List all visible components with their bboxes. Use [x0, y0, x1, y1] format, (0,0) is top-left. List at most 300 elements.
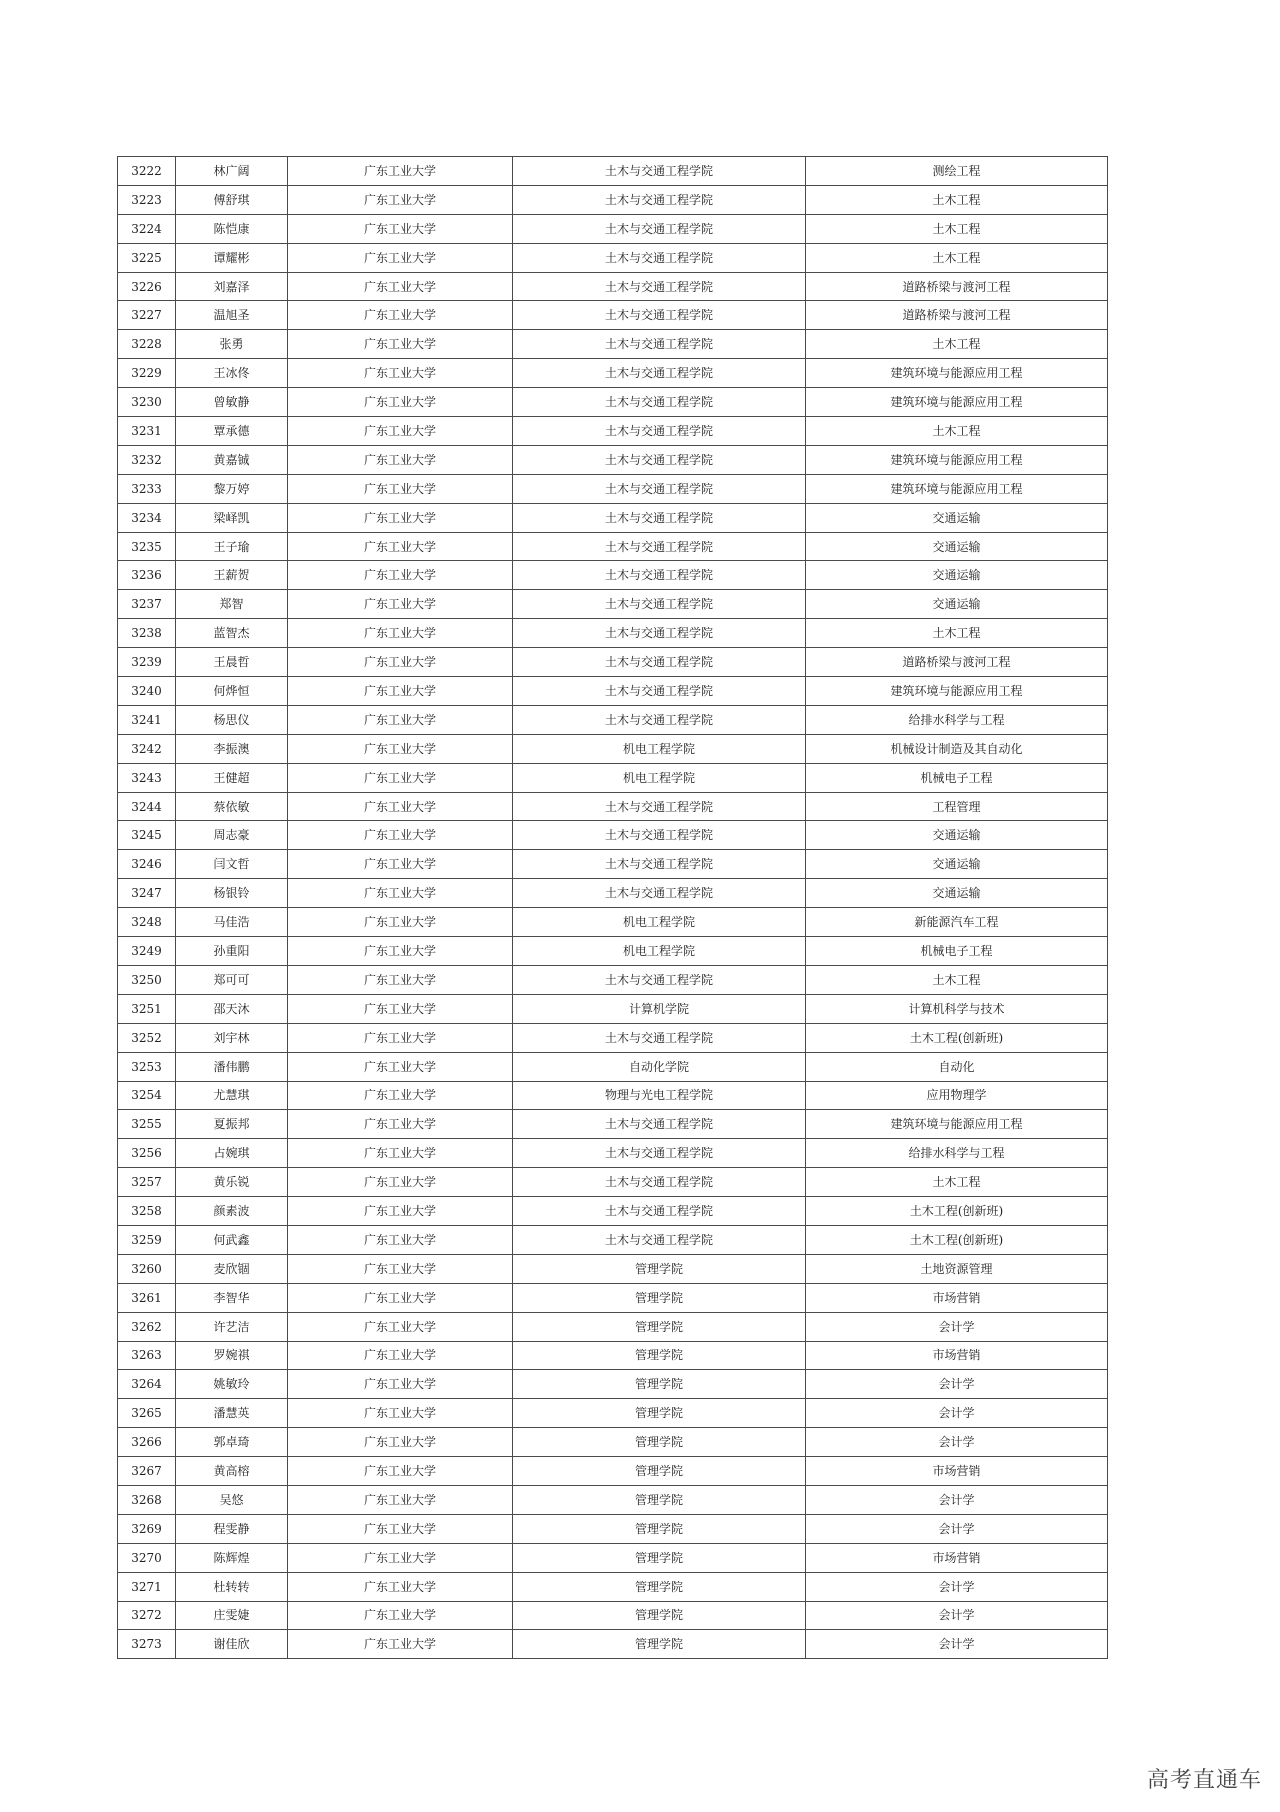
- school-cell: 管理学院: [513, 1457, 806, 1486]
- table-row: [118, 1370, 1108, 1399]
- student-name-cell: 杨思仪: [176, 705, 288, 734]
- row-number-cell: 3256: [118, 1139, 176, 1168]
- major-cell: 道路桥梁与渡河工程: [806, 301, 1108, 330]
- student-name-cell: 覃承德: [176, 417, 288, 446]
- major-cell: 交通运输: [806, 879, 1108, 908]
- student-name-cell: 孙重阳: [176, 937, 288, 966]
- row-number-cell: 3252: [118, 1023, 176, 1052]
- major-cell: 土木工程: [806, 185, 1108, 214]
- university-cell: 广东工业大学: [288, 214, 513, 243]
- table-row: [118, 590, 1108, 619]
- school-cell: 土木与交通工程学院: [513, 619, 806, 648]
- school-cell: 机电工程学院: [513, 763, 806, 792]
- university-cell: 广东工业大学: [288, 157, 513, 186]
- school-cell: 土木与交通工程学院: [513, 388, 806, 417]
- school-cell: 土木与交通工程学院: [513, 157, 806, 186]
- university-cell: 广东工业大学: [288, 301, 513, 330]
- school-cell: 土木与交通工程学院: [513, 532, 806, 561]
- student-name-cell: 王薪贺: [176, 561, 288, 590]
- major-cell: 计算机科学与技术: [806, 994, 1108, 1023]
- row-number-cell: 3241: [118, 705, 176, 734]
- school-cell: 机电工程学院: [513, 734, 806, 763]
- student-name-cell: 麦欣锢: [176, 1254, 288, 1283]
- row-number-cell: 3259: [118, 1225, 176, 1254]
- university-cell: 广东工业大学: [288, 474, 513, 503]
- student-name-cell: 郭卓琦: [176, 1428, 288, 1457]
- table-row: [118, 1543, 1108, 1572]
- school-cell: 管理学院: [513, 1543, 806, 1572]
- university-cell: 广东工业大学: [288, 359, 513, 388]
- major-cell: 土木工程(创新班): [806, 1023, 1108, 1052]
- major-cell: 市场营销: [806, 1341, 1108, 1370]
- school-cell: 管理学院: [513, 1254, 806, 1283]
- student-name-cell: 刘嘉泽: [176, 272, 288, 301]
- school-cell: 管理学院: [513, 1630, 806, 1659]
- student-name-cell: 颜素波: [176, 1197, 288, 1226]
- row-number-cell: 3242: [118, 734, 176, 763]
- row-number-cell: 3231: [118, 417, 176, 446]
- university-cell: 广东工业大学: [288, 503, 513, 532]
- table-row: [118, 763, 1108, 792]
- table-row: [118, 908, 1108, 937]
- table-row: [118, 1399, 1108, 1428]
- school-cell: 土木与交通工程学院: [513, 705, 806, 734]
- row-number-cell: 3237: [118, 590, 176, 619]
- school-cell: 土木与交通工程学院: [513, 879, 806, 908]
- school-cell: 土木与交通工程学院: [513, 330, 806, 359]
- row-number-cell: 3262: [118, 1312, 176, 1341]
- major-cell: 交通运输: [806, 532, 1108, 561]
- student-name-cell: 闫文哲: [176, 850, 288, 879]
- major-cell: 会计学: [806, 1370, 1108, 1399]
- school-cell: 土木与交通工程学院: [513, 359, 806, 388]
- table-row: [118, 445, 1108, 474]
- table-row: [118, 1485, 1108, 1514]
- row-number-cell: 3263: [118, 1341, 176, 1370]
- school-cell: 管理学院: [513, 1312, 806, 1341]
- major-cell: 机械电子工程: [806, 937, 1108, 966]
- school-cell: 土木与交通工程学院: [513, 648, 806, 677]
- table-row: [118, 677, 1108, 706]
- university-cell: 广东工业大学: [288, 648, 513, 677]
- major-cell: 土地资源管理: [806, 1254, 1108, 1283]
- table-row: [118, 734, 1108, 763]
- table-row: [118, 965, 1108, 994]
- university-cell: 广东工业大学: [288, 677, 513, 706]
- student-name-cell: 谢佳欣: [176, 1630, 288, 1659]
- major-cell: 建筑环境与能源应用工程: [806, 1110, 1108, 1139]
- student-name-cell: 陈恺康: [176, 214, 288, 243]
- university-cell: 广东工业大学: [288, 1023, 513, 1052]
- university-cell: 广东工业大学: [288, 243, 513, 272]
- student-name-cell: 尤慧琪: [176, 1081, 288, 1110]
- school-cell: 土木与交通工程学院: [513, 1023, 806, 1052]
- university-cell: 广东工业大学: [288, 1110, 513, 1139]
- university-cell: 广东工业大学: [288, 1197, 513, 1226]
- row-number-cell: 3248: [118, 908, 176, 937]
- row-number-cell: 3235: [118, 532, 176, 561]
- university-cell: 广东工业大学: [288, 850, 513, 879]
- student-name-cell: 邵天沐: [176, 994, 288, 1023]
- major-cell: 土木工程: [806, 965, 1108, 994]
- school-cell: 土木与交通工程学院: [513, 792, 806, 821]
- table-row: [118, 705, 1108, 734]
- university-cell: 广东工业大学: [288, 1052, 513, 1081]
- university-cell: 广东工业大学: [288, 1514, 513, 1543]
- major-cell: 土木工程(创新班): [806, 1197, 1108, 1226]
- student-name-cell: 何武鑫: [176, 1225, 288, 1254]
- table-row: [118, 879, 1108, 908]
- table-row: [118, 994, 1108, 1023]
- major-cell: 会计学: [806, 1601, 1108, 1630]
- table-row: [118, 301, 1108, 330]
- university-cell: 广东工业大学: [288, 1630, 513, 1659]
- student-name-cell: 梁峄凯: [176, 503, 288, 532]
- table-row: [118, 850, 1108, 879]
- school-cell: 机电工程学院: [513, 937, 806, 966]
- major-cell: 交通运输: [806, 561, 1108, 590]
- university-cell: 广东工业大学: [288, 1283, 513, 1312]
- table-row: [118, 1139, 1108, 1168]
- school-cell: 物理与光电工程学院: [513, 1081, 806, 1110]
- student-name-cell: 夏振邦: [176, 1110, 288, 1139]
- row-number-cell: 3261: [118, 1283, 176, 1312]
- student-name-cell: 杜转转: [176, 1572, 288, 1601]
- student-name-cell: 蓝智杰: [176, 619, 288, 648]
- university-cell: 广东工业大学: [288, 1601, 513, 1630]
- university-cell: 广东工业大学: [288, 1543, 513, 1572]
- student-name-cell: 张勇: [176, 330, 288, 359]
- university-cell: 广东工业大学: [288, 1168, 513, 1197]
- major-cell: 建筑环境与能源应用工程: [806, 474, 1108, 503]
- major-cell: 新能源汽车工程: [806, 908, 1108, 937]
- table-row: [118, 1052, 1108, 1081]
- major-cell: 会计学: [806, 1572, 1108, 1601]
- row-number-cell: 3257: [118, 1168, 176, 1197]
- student-name-cell: 黎万婷: [176, 474, 288, 503]
- major-cell: 道路桥梁与渡河工程: [806, 648, 1108, 677]
- student-name-cell: 王冰佟: [176, 359, 288, 388]
- student-name-cell: 郑智: [176, 590, 288, 619]
- university-cell: 广东工业大学: [288, 1485, 513, 1514]
- table-row: [118, 937, 1108, 966]
- row-number-cell: 3234: [118, 503, 176, 532]
- school-cell: 土木与交通工程学院: [513, 243, 806, 272]
- table-row: [118, 474, 1108, 503]
- university-cell: 广东工业大学: [288, 1370, 513, 1399]
- major-cell: 土木工程: [806, 330, 1108, 359]
- student-name-cell: 傅舒琪: [176, 185, 288, 214]
- major-cell: 市场营销: [806, 1543, 1108, 1572]
- table-row: [118, 648, 1108, 677]
- school-cell: 管理学院: [513, 1601, 806, 1630]
- row-number-cell: 3226: [118, 272, 176, 301]
- row-number-cell: 3233: [118, 474, 176, 503]
- row-number-cell: 3222: [118, 157, 176, 186]
- university-cell: 广东工业大学: [288, 330, 513, 359]
- table-row: [118, 1514, 1108, 1543]
- school-cell: 土木与交通工程学院: [513, 474, 806, 503]
- table-row: [118, 1572, 1108, 1601]
- major-cell: 交通运输: [806, 503, 1108, 532]
- student-name-cell: 潘伟鹏: [176, 1052, 288, 1081]
- row-number-cell: 3267: [118, 1457, 176, 1486]
- university-cell: 广东工业大学: [288, 734, 513, 763]
- school-cell: 土木与交通工程学院: [513, 445, 806, 474]
- school-cell: 管理学院: [513, 1370, 806, 1399]
- university-cell: 广东工业大学: [288, 185, 513, 214]
- row-number-cell: 3230: [118, 388, 176, 417]
- student-name-cell: 潘慧英: [176, 1399, 288, 1428]
- table-row: [118, 1457, 1108, 1486]
- university-cell: 广东工业大学: [288, 1457, 513, 1486]
- major-cell: 给排水科学与工程: [806, 705, 1108, 734]
- major-cell: 道路桥梁与渡河工程: [806, 272, 1108, 301]
- student-name-cell: 黄乐锐: [176, 1168, 288, 1197]
- university-cell: 广东工业大学: [288, 994, 513, 1023]
- major-cell: 市场营销: [806, 1283, 1108, 1312]
- row-number-cell: 3273: [118, 1630, 176, 1659]
- major-cell: 会计学: [806, 1312, 1108, 1341]
- row-number-cell: 3232: [118, 445, 176, 474]
- table-row: [118, 1197, 1108, 1226]
- school-cell: 土木与交通工程学院: [513, 677, 806, 706]
- table-row: [118, 388, 1108, 417]
- school-cell: 自动化学院: [513, 1052, 806, 1081]
- table-row: [118, 1225, 1108, 1254]
- major-cell: 建筑环境与能源应用工程: [806, 677, 1108, 706]
- table-row: [118, 1601, 1108, 1630]
- student-name-cell: 李振澳: [176, 734, 288, 763]
- row-number-cell: 3236: [118, 561, 176, 590]
- table-row: [118, 1110, 1108, 1139]
- school-cell: 管理学院: [513, 1485, 806, 1514]
- student-name-cell: 李智华: [176, 1283, 288, 1312]
- student-name-cell: 程雯静: [176, 1514, 288, 1543]
- row-number-cell: 3258: [118, 1197, 176, 1226]
- university-cell: 广东工业大学: [288, 532, 513, 561]
- school-cell: 土木与交通工程学院: [513, 561, 806, 590]
- major-cell: 建筑环境与能源应用工程: [806, 359, 1108, 388]
- school-cell: 土木与交通工程学院: [513, 503, 806, 532]
- school-cell: 土木与交通工程学院: [513, 214, 806, 243]
- student-name-cell: 庄雯婕: [176, 1601, 288, 1630]
- university-cell: 广东工业大学: [288, 937, 513, 966]
- row-number-cell: 3255: [118, 1110, 176, 1139]
- row-number-cell: 3225: [118, 243, 176, 272]
- university-cell: 广东工业大学: [288, 1312, 513, 1341]
- student-name-cell: 何烨恒: [176, 677, 288, 706]
- student-name-cell: 马佳浩: [176, 908, 288, 937]
- table-row: [118, 417, 1108, 446]
- student-name-cell: 吴悠: [176, 1485, 288, 1514]
- row-number-cell: 3270: [118, 1543, 176, 1572]
- table-row: [118, 1341, 1108, 1370]
- table-row: [118, 792, 1108, 821]
- university-cell: 广东工业大学: [288, 1254, 513, 1283]
- table-row: [118, 1283, 1108, 1312]
- school-cell: 土木与交通工程学院: [513, 1225, 806, 1254]
- school-cell: 管理学院: [513, 1428, 806, 1457]
- major-cell: 交通运输: [806, 850, 1108, 879]
- admission-table: [117, 156, 1108, 1659]
- table-row: [118, 1168, 1108, 1197]
- table-row: [118, 1312, 1108, 1341]
- university-cell: 广东工业大学: [288, 908, 513, 937]
- table-row: [118, 821, 1108, 850]
- university-cell: 广东工业大学: [288, 1341, 513, 1370]
- row-number-cell: 3254: [118, 1081, 176, 1110]
- school-cell: 土木与交通工程学院: [513, 590, 806, 619]
- student-name-cell: 刘宇林: [176, 1023, 288, 1052]
- university-cell: 广东工业大学: [288, 1081, 513, 1110]
- major-cell: 会计学: [806, 1428, 1108, 1457]
- major-cell: 机械电子工程: [806, 763, 1108, 792]
- row-number-cell: 3239: [118, 648, 176, 677]
- major-cell: 建筑环境与能源应用工程: [806, 388, 1108, 417]
- row-number-cell: 3269: [118, 1514, 176, 1543]
- major-cell: 会计学: [806, 1630, 1108, 1659]
- table-row: [118, 359, 1108, 388]
- row-number-cell: 3246: [118, 850, 176, 879]
- row-number-cell: 3249: [118, 937, 176, 966]
- major-cell: 会计学: [806, 1514, 1108, 1543]
- school-cell: 土木与交通工程学院: [513, 272, 806, 301]
- table-row: [118, 1630, 1108, 1659]
- school-cell: 土木与交通工程学院: [513, 965, 806, 994]
- major-cell: 应用物理学: [806, 1081, 1108, 1110]
- student-name-cell: 陈辉煌: [176, 1543, 288, 1572]
- major-cell: 会计学: [806, 1485, 1108, 1514]
- row-number-cell: 3229: [118, 359, 176, 388]
- student-name-cell: 温旭圣: [176, 301, 288, 330]
- major-cell: 土木工程: [806, 619, 1108, 648]
- student-name-cell: 许艺洁: [176, 1312, 288, 1341]
- row-number-cell: 3224: [118, 214, 176, 243]
- university-cell: 广东工业大学: [288, 1399, 513, 1428]
- university-cell: 广东工业大学: [288, 417, 513, 446]
- student-name-cell: 姚敏玲: [176, 1370, 288, 1399]
- table-body: [118, 157, 1108, 1659]
- table-row: [118, 157, 1108, 186]
- university-cell: 广东工业大学: [288, 879, 513, 908]
- major-cell: 土木工程: [806, 214, 1108, 243]
- student-name-cell: 罗婉祺: [176, 1341, 288, 1370]
- major-cell: 机械设计制造及其自动化: [806, 734, 1108, 763]
- row-number-cell: 3247: [118, 879, 176, 908]
- student-name-cell: 王晨哲: [176, 648, 288, 677]
- row-number-cell: 3245: [118, 821, 176, 850]
- student-name-cell: 郑可可: [176, 965, 288, 994]
- school-cell: 管理学院: [513, 1399, 806, 1428]
- university-cell: 广东工业大学: [288, 1572, 513, 1601]
- major-cell: 土木工程(创新班): [806, 1225, 1108, 1254]
- table-row: [118, 561, 1108, 590]
- row-number-cell: 3238: [118, 619, 176, 648]
- student-name-cell: 曾敏静: [176, 388, 288, 417]
- university-cell: 广东工业大学: [288, 619, 513, 648]
- row-number-cell: 3223: [118, 185, 176, 214]
- major-cell: 土木工程: [806, 243, 1108, 272]
- row-number-cell: 3268: [118, 1485, 176, 1514]
- university-cell: 广东工业大学: [288, 792, 513, 821]
- major-cell: 土木工程: [806, 1168, 1108, 1197]
- major-cell: 交通运输: [806, 821, 1108, 850]
- table-row: [118, 272, 1108, 301]
- major-cell: 给排水科学与工程: [806, 1139, 1108, 1168]
- university-cell: 广东工业大学: [288, 590, 513, 619]
- major-cell: 测绘工程: [806, 157, 1108, 186]
- row-number-cell: 3260: [118, 1254, 176, 1283]
- table-row: [118, 532, 1108, 561]
- major-cell: 土木工程: [806, 417, 1108, 446]
- university-cell: 广东工业大学: [288, 1139, 513, 1168]
- row-number-cell: 3244: [118, 792, 176, 821]
- row-number-cell: 3271: [118, 1572, 176, 1601]
- student-name-cell: 黄嘉铖: [176, 445, 288, 474]
- school-cell: 土木与交通工程学院: [513, 301, 806, 330]
- university-cell: 广东工业大学: [288, 272, 513, 301]
- major-cell: 交通运输: [806, 590, 1108, 619]
- school-cell: 土木与交通工程学院: [513, 850, 806, 879]
- watermark-logo: 高考直通车: [1146, 1768, 1262, 1793]
- school-cell: 管理学院: [513, 1341, 806, 1370]
- university-cell: 广东工业大学: [288, 821, 513, 850]
- school-cell: 管理学院: [513, 1283, 806, 1312]
- row-number-cell: 3243: [118, 763, 176, 792]
- student-name-cell: 占婉琪: [176, 1139, 288, 1168]
- school-cell: 土木与交通工程学院: [513, 1110, 806, 1139]
- table-row: [118, 243, 1108, 272]
- row-number-cell: 3251: [118, 994, 176, 1023]
- school-cell: 管理学院: [513, 1514, 806, 1543]
- table-row: [118, 503, 1108, 532]
- school-cell: 土木与交通工程学院: [513, 821, 806, 850]
- table-row: [118, 1081, 1108, 1110]
- major-cell: 自动化: [806, 1052, 1108, 1081]
- university-cell: 广东工业大学: [288, 965, 513, 994]
- row-number-cell: 3250: [118, 965, 176, 994]
- school-cell: 土木与交通工程学院: [513, 1139, 806, 1168]
- student-name-cell: 蔡依敏: [176, 792, 288, 821]
- school-cell: 土木与交通工程学院: [513, 1197, 806, 1226]
- major-cell: 会计学: [806, 1399, 1108, 1428]
- major-cell: 建筑环境与能源应用工程: [806, 445, 1108, 474]
- table-row: [118, 1428, 1108, 1457]
- student-name-cell: 黄高榕: [176, 1457, 288, 1486]
- row-number-cell: 3253: [118, 1052, 176, 1081]
- school-cell: 计算机学院: [513, 994, 806, 1023]
- row-number-cell: 3272: [118, 1601, 176, 1630]
- row-number-cell: 3264: [118, 1370, 176, 1399]
- table-row: [118, 1023, 1108, 1052]
- student-name-cell: 王健超: [176, 763, 288, 792]
- row-number-cell: 3265: [118, 1399, 176, 1428]
- school-cell: 土木与交通工程学院: [513, 1168, 806, 1197]
- student-name-cell: 林广阔: [176, 157, 288, 186]
- row-number-cell: 3228: [118, 330, 176, 359]
- table-row: [118, 619, 1108, 648]
- university-cell: 广东工业大学: [288, 445, 513, 474]
- university-cell: 广东工业大学: [288, 1225, 513, 1254]
- university-cell: 广东工业大学: [288, 705, 513, 734]
- student-name-cell: 周志豪: [176, 821, 288, 850]
- school-cell: 土木与交通工程学院: [513, 185, 806, 214]
- table-row: [118, 214, 1108, 243]
- table-row: [118, 330, 1108, 359]
- university-cell: 广东工业大学: [288, 561, 513, 590]
- student-name-cell: 杨银铃: [176, 879, 288, 908]
